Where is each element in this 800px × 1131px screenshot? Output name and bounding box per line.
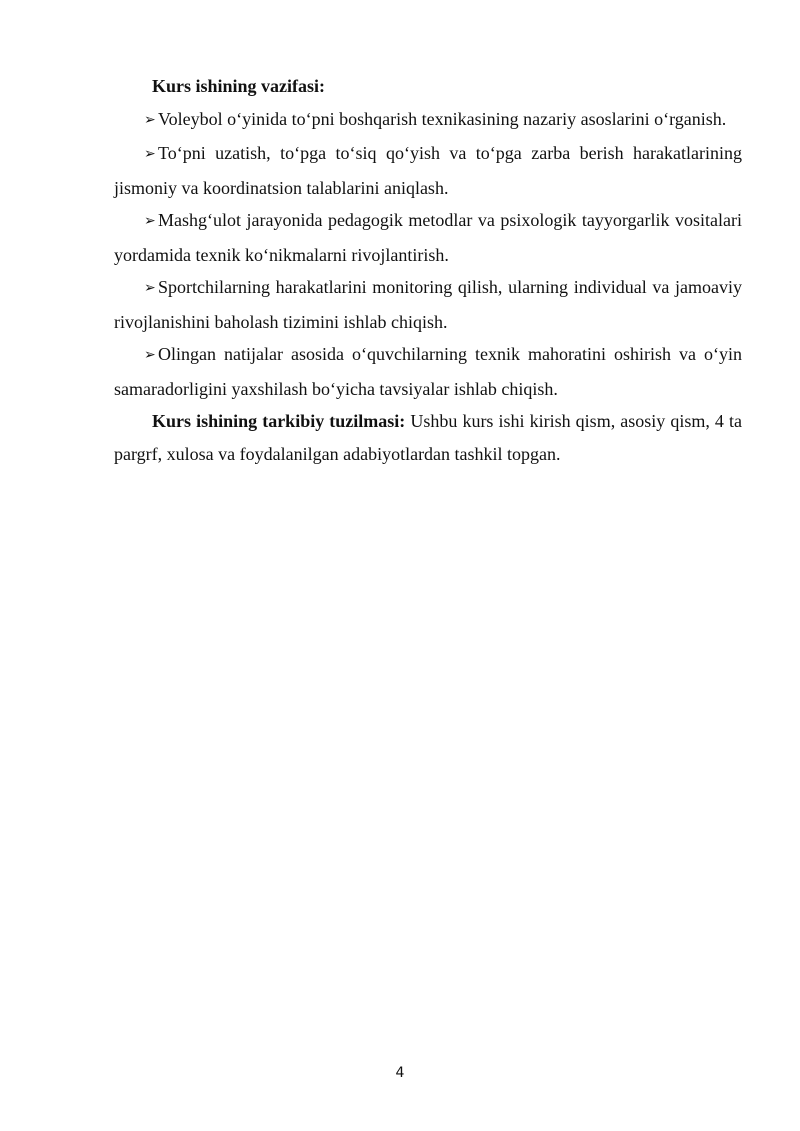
structure-paragraph [114,405,742,470]
section-title: Kurs ishining vazifasi: [152,76,326,96]
task-text: Voleybol o‘yinida to‘pni boshqarish texnikasining nazariy asoslarini o‘rganish. [158,108,727,129]
task-item-5 [114,338,742,405]
page-number: 4 [395,1065,405,1081]
task-item-2 [114,137,742,204]
arrow-bullet-icon: ➢ [144,213,156,229]
arrow-bullet-icon: ➢ [144,347,156,363]
task-text: To‘pni uzatish, to‘pga to‘siq qo‘yish va to‘pga zarba berish harakatlarining jismoniy va koordinatsion talablarini aniqlash. [114,143,742,198]
task-text: Olingan natijalar asosida o‘quvchilarning texnik mahoratini oshirish va o‘yin samaradorligini yaxshilash bo‘yicha tavsiyalar ishlab chiqish. [114,344,742,399]
structure-label: Kurs ishining tarkibiy tuzilmasi: [152,411,406,431]
task-item-1 [114,103,742,138]
structure-text: Ushbu kurs ishi kirish qism, asosiy qism, 4 ta pargrf, xulosa va foydalanilgan adabiyotlardan tashkil topgan. [114,411,742,464]
page-content [114,70,742,470]
task-item-4 [114,271,742,338]
task-text: Mashg‘ulot jarayonida pedagogik metodlar va psixologik tayyorgarlik vositalari yordamida texnik ko‘nikmalarni rivojlantirish. [114,210,742,265]
section-heading [114,70,742,103]
arrow-bullet-icon: ➢ [144,146,156,162]
arrow-bullet-icon: ➢ [144,280,156,296]
task-item-3 [114,204,742,271]
task-text: Sportchilarning harakatlarini monitoring qilish, ularning individual va jamoaviy rivojlanishini baholash tizimini ishlab chiqish. [114,277,742,332]
arrow-bullet-icon: ➢ [144,111,156,128]
